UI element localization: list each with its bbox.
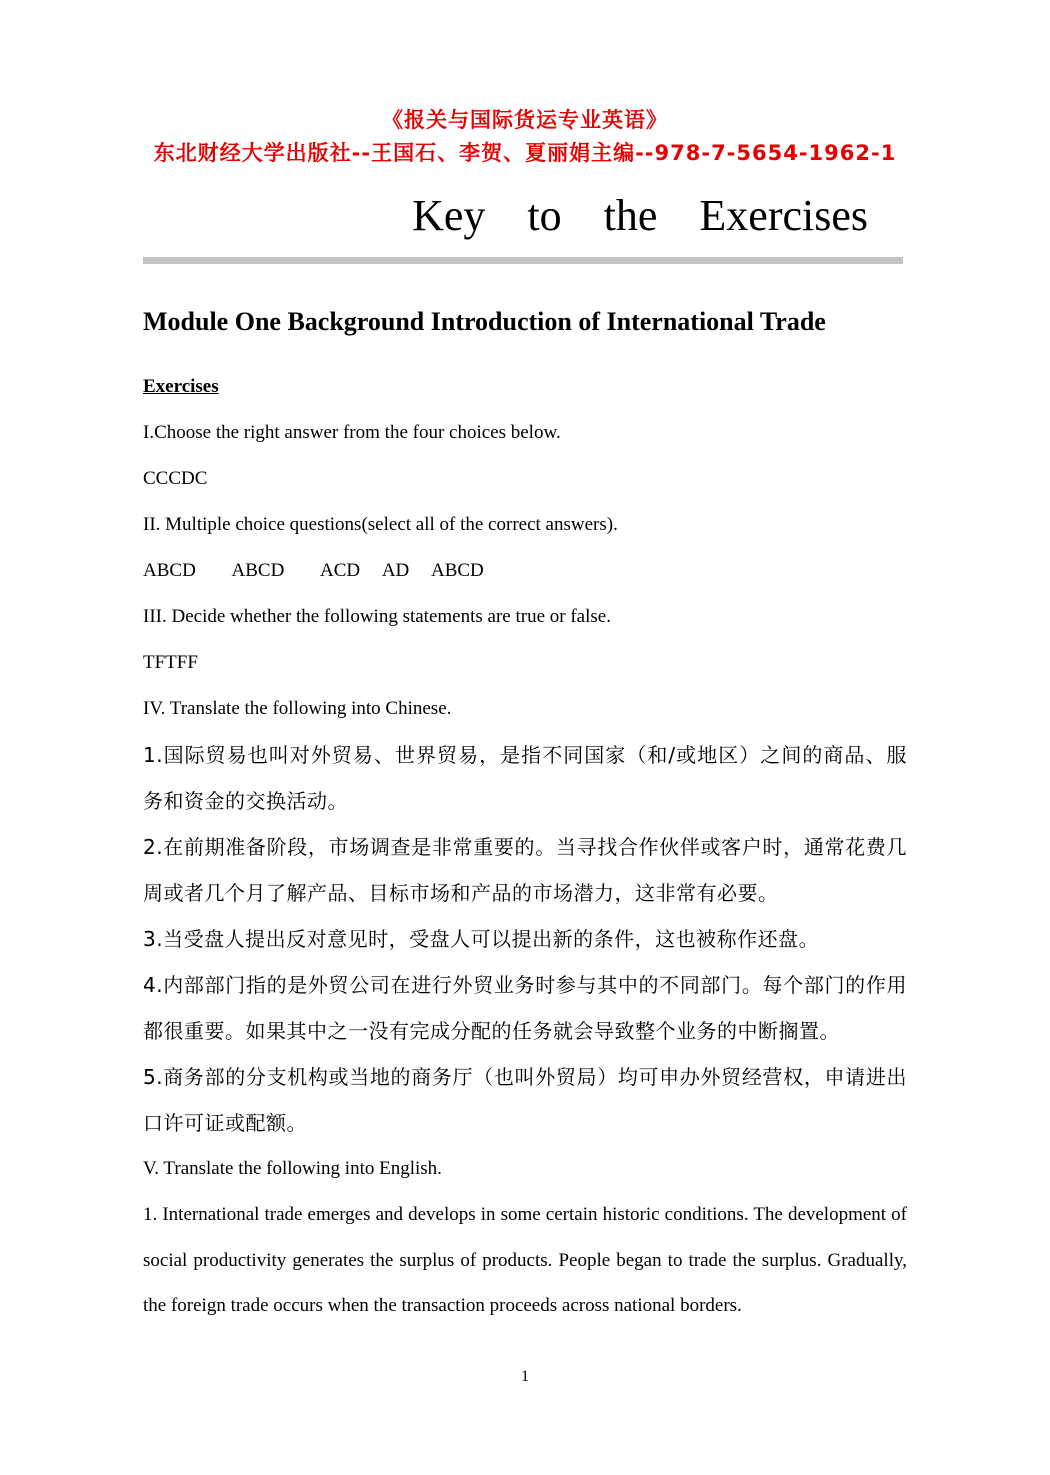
translation-item: 5.商务部的分支机构或当地的商务厅（也叫外贸局）均可申办外贸经营权，申请进出口许可证或配额。 xyxy=(143,1065,907,1135)
answer-item: AD xyxy=(381,560,410,581)
answer-item: ABCD xyxy=(143,560,196,581)
translation-item: 2.在前期准备阶段，市场调查是非常重要的。当寻找合作伙伴或客户时，通常花费几周或者几个月了解产品、目标市场和产品的市场潜力，这非常有必要。 xyxy=(143,835,907,905)
translation-item: 3.当受盘人提出反对意见时，受盘人可以提出新的条件，这也被称作还盘。 xyxy=(143,927,820,951)
section-1-heading: I.Choose the right answer from the four choices below. xyxy=(143,422,561,443)
module-title: Module One Background Introduction of International Trade xyxy=(143,307,826,336)
publisher-line: 东北财经大学出版社--王国石、李贺、夏丽娟主编--978-7-5654-1962-1 xyxy=(153,141,897,165)
section-2-answers xyxy=(143,548,907,594)
section-4-heading: IV. Translate the following into Chinese. xyxy=(143,698,452,719)
exercises-label: Exercises xyxy=(143,376,219,397)
section-3-answer: TFTFF xyxy=(143,652,198,673)
answer-item: ABCD xyxy=(231,560,285,581)
answer-item: ABCD xyxy=(430,560,484,581)
page-number: 1 xyxy=(521,1368,529,1385)
section-5-heading: V. Translate the following into English. xyxy=(143,1158,442,1179)
page-title: Key to the Exercises xyxy=(412,191,868,240)
translation-item: 4.内部部门指的是外贸公司在进行外贸业务时参与其中的不同部门。每个部门的作用都很重要。如果其中之一没有完成分配的任务就会导致整个业务的中断搁置。 xyxy=(143,973,907,1043)
translation-item: 1. International trade emerges and develops in some certain historic conditions. The development of social productivity generates the surplus of products. People began to trade the surplus. Gradually, the foreign trade occurs when the transaction proceeds across national borders. xyxy=(143,1204,907,1316)
section-1-answer: CCCDC xyxy=(143,468,208,489)
answer-item: ACD xyxy=(320,560,361,581)
section-3-heading: III. Decide whether the following statements are true or false. xyxy=(143,606,611,627)
title-divider xyxy=(143,257,903,264)
translation-item: 1.国际贸易也叫对外贸易、世界贸易，是指不同国家（和/或地区）之间的商品、服务和资金的交换活动。 xyxy=(143,743,907,813)
book-title: 《报关与国际货运专业英语》 xyxy=(382,108,668,132)
section-2-heading: II. Multiple choice questions(select all of the correct answers). xyxy=(143,514,618,535)
exercise-content xyxy=(143,364,907,1329)
